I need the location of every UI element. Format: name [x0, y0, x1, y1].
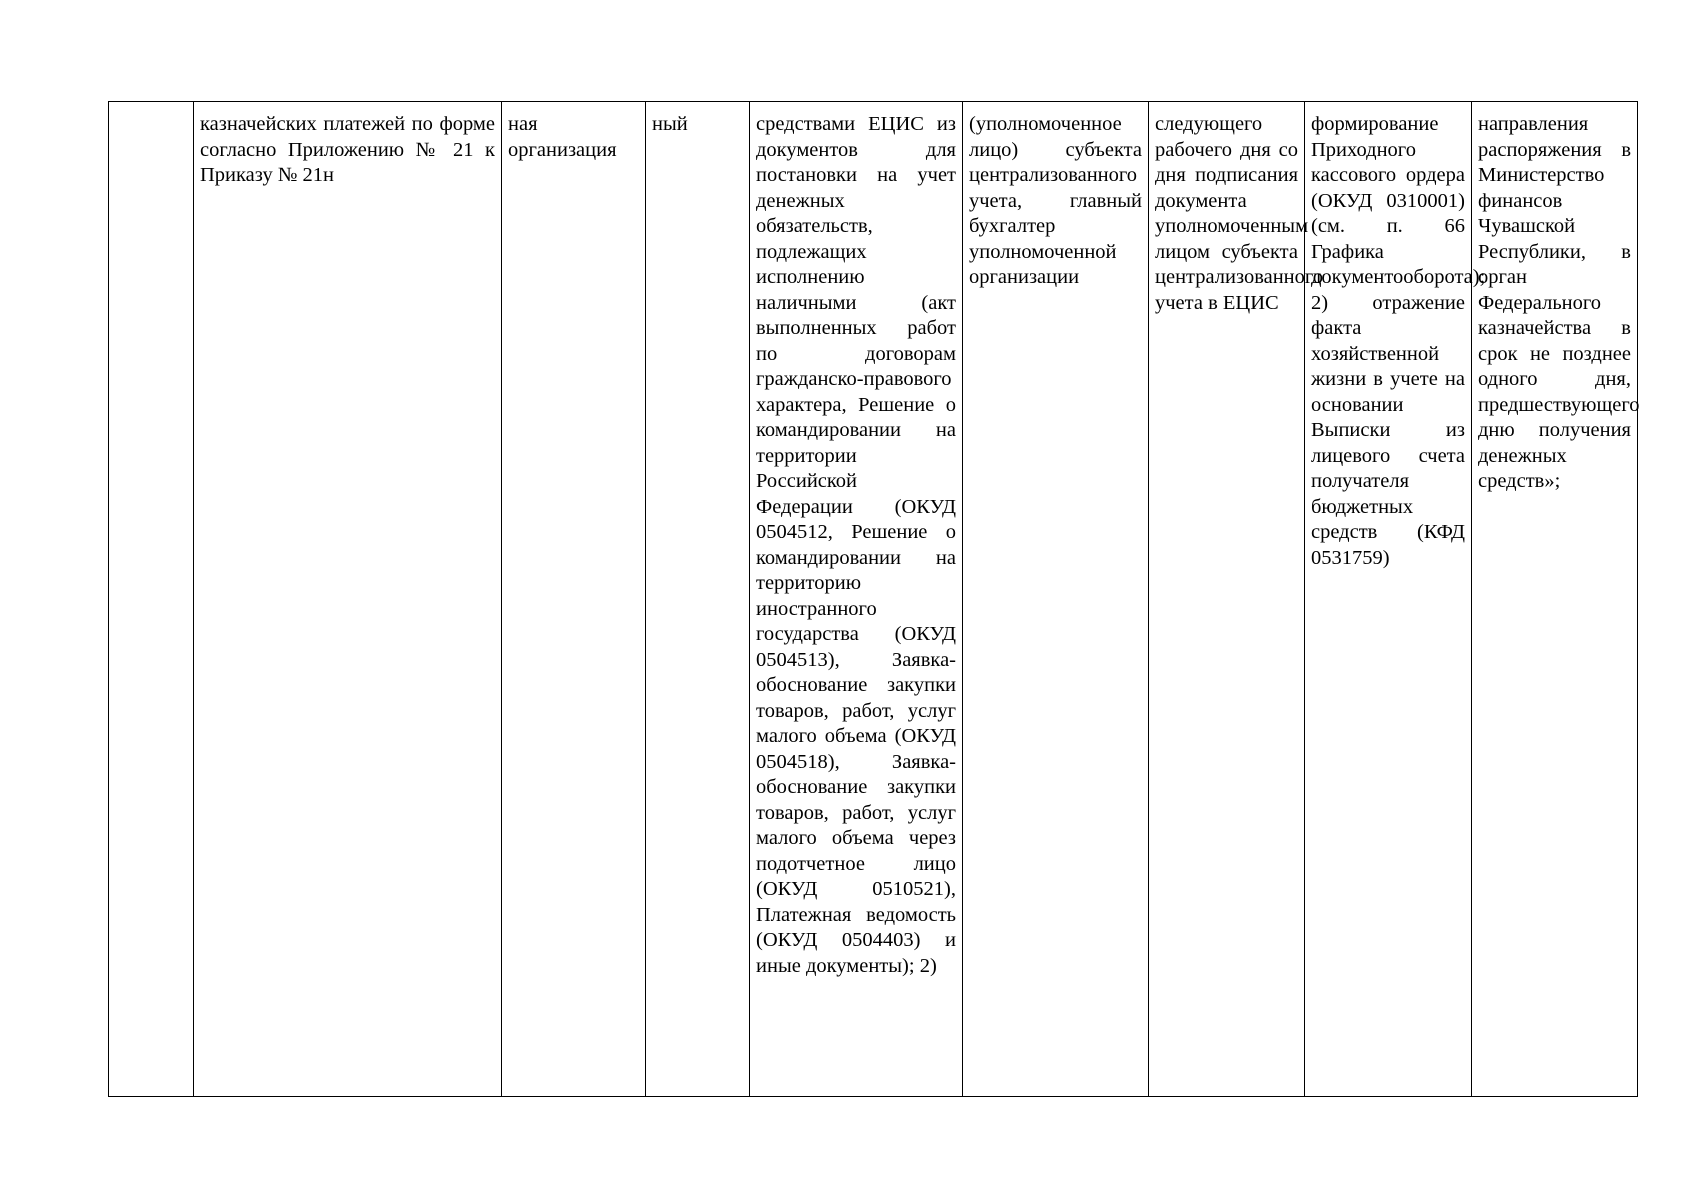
table-cell-deadline: [1149, 102, 1324, 1097]
cell-responsible-text: ный: [652, 113, 688, 135]
cell-formation-text: средствами ЕЦИС из документов для постановки на учет денежных обязательств, подлежащих исполнению наличными (акт выполненных работ по договорам гражданско-правового характера, Решение о командировании на территории Российской Федерации (ОКУД 0504512, Решение о командировании на территорию иностранного государства (ОКУД 0504513), Заявка-обоснование закупки товаров, работ, услуг малого объема (ОКУД 0504518), Заявка-обоснование закупки товаров, работ, услуг малого объема через подотчетное лицо (ОКУД 0510521), Платежная ведомость (ОКУД 0504403) и иные документы); 2): [756, 113, 956, 977]
document-table: [108, 101, 1638, 1097]
table-cell-responsible: [646, 102, 750, 1097]
table-cell-processing: [1305, 102, 1486, 1097]
cell-signer-text: (уполномоченное лицо) субъекта централизованного учета, главный бухгалтер уполномоченной организации: [969, 113, 1142, 288]
table-cell-number: [109, 102, 194, 1097]
cell-direction-text: направления распоряжения в Министерство финансов Чувашской Республики, в орган Федерального казначейства в срок не позднее одного дня, предшествующего дню получения денежных средств»;: [1478, 113, 1640, 492]
table-cell-signer: [963, 102, 1149, 1097]
cell-organization-text: ная организация: [508, 113, 617, 161]
table-cell-organization: [502, 102, 646, 1097]
cell-document-name-text: казначейских платежей по форме согласно Приложению № 21 к Приказу № 21н: [200, 113, 495, 186]
table-cell-document-name: [194, 102, 502, 1097]
cell-deadline-text: следующего рабочего дня со дня подписания документа уполномоченным лицом субъекта централизованного учета в ЕЦИС: [1155, 113, 1324, 314]
table-cell-formation: [750, 102, 963, 1097]
table-row: [109, 102, 1638, 1097]
cell-processing-text: формирование Приходного кассового ордера (ОКУД 0310001) (см. п. 66 Графика документооборота); 2) отражение факта хозяйственной жизни в учете на основании Выписки из лицевого счета получателя бюджетных средств (КФД 0531759): [1311, 113, 1486, 569]
table-cell-direction: [1472, 102, 1638, 1097]
